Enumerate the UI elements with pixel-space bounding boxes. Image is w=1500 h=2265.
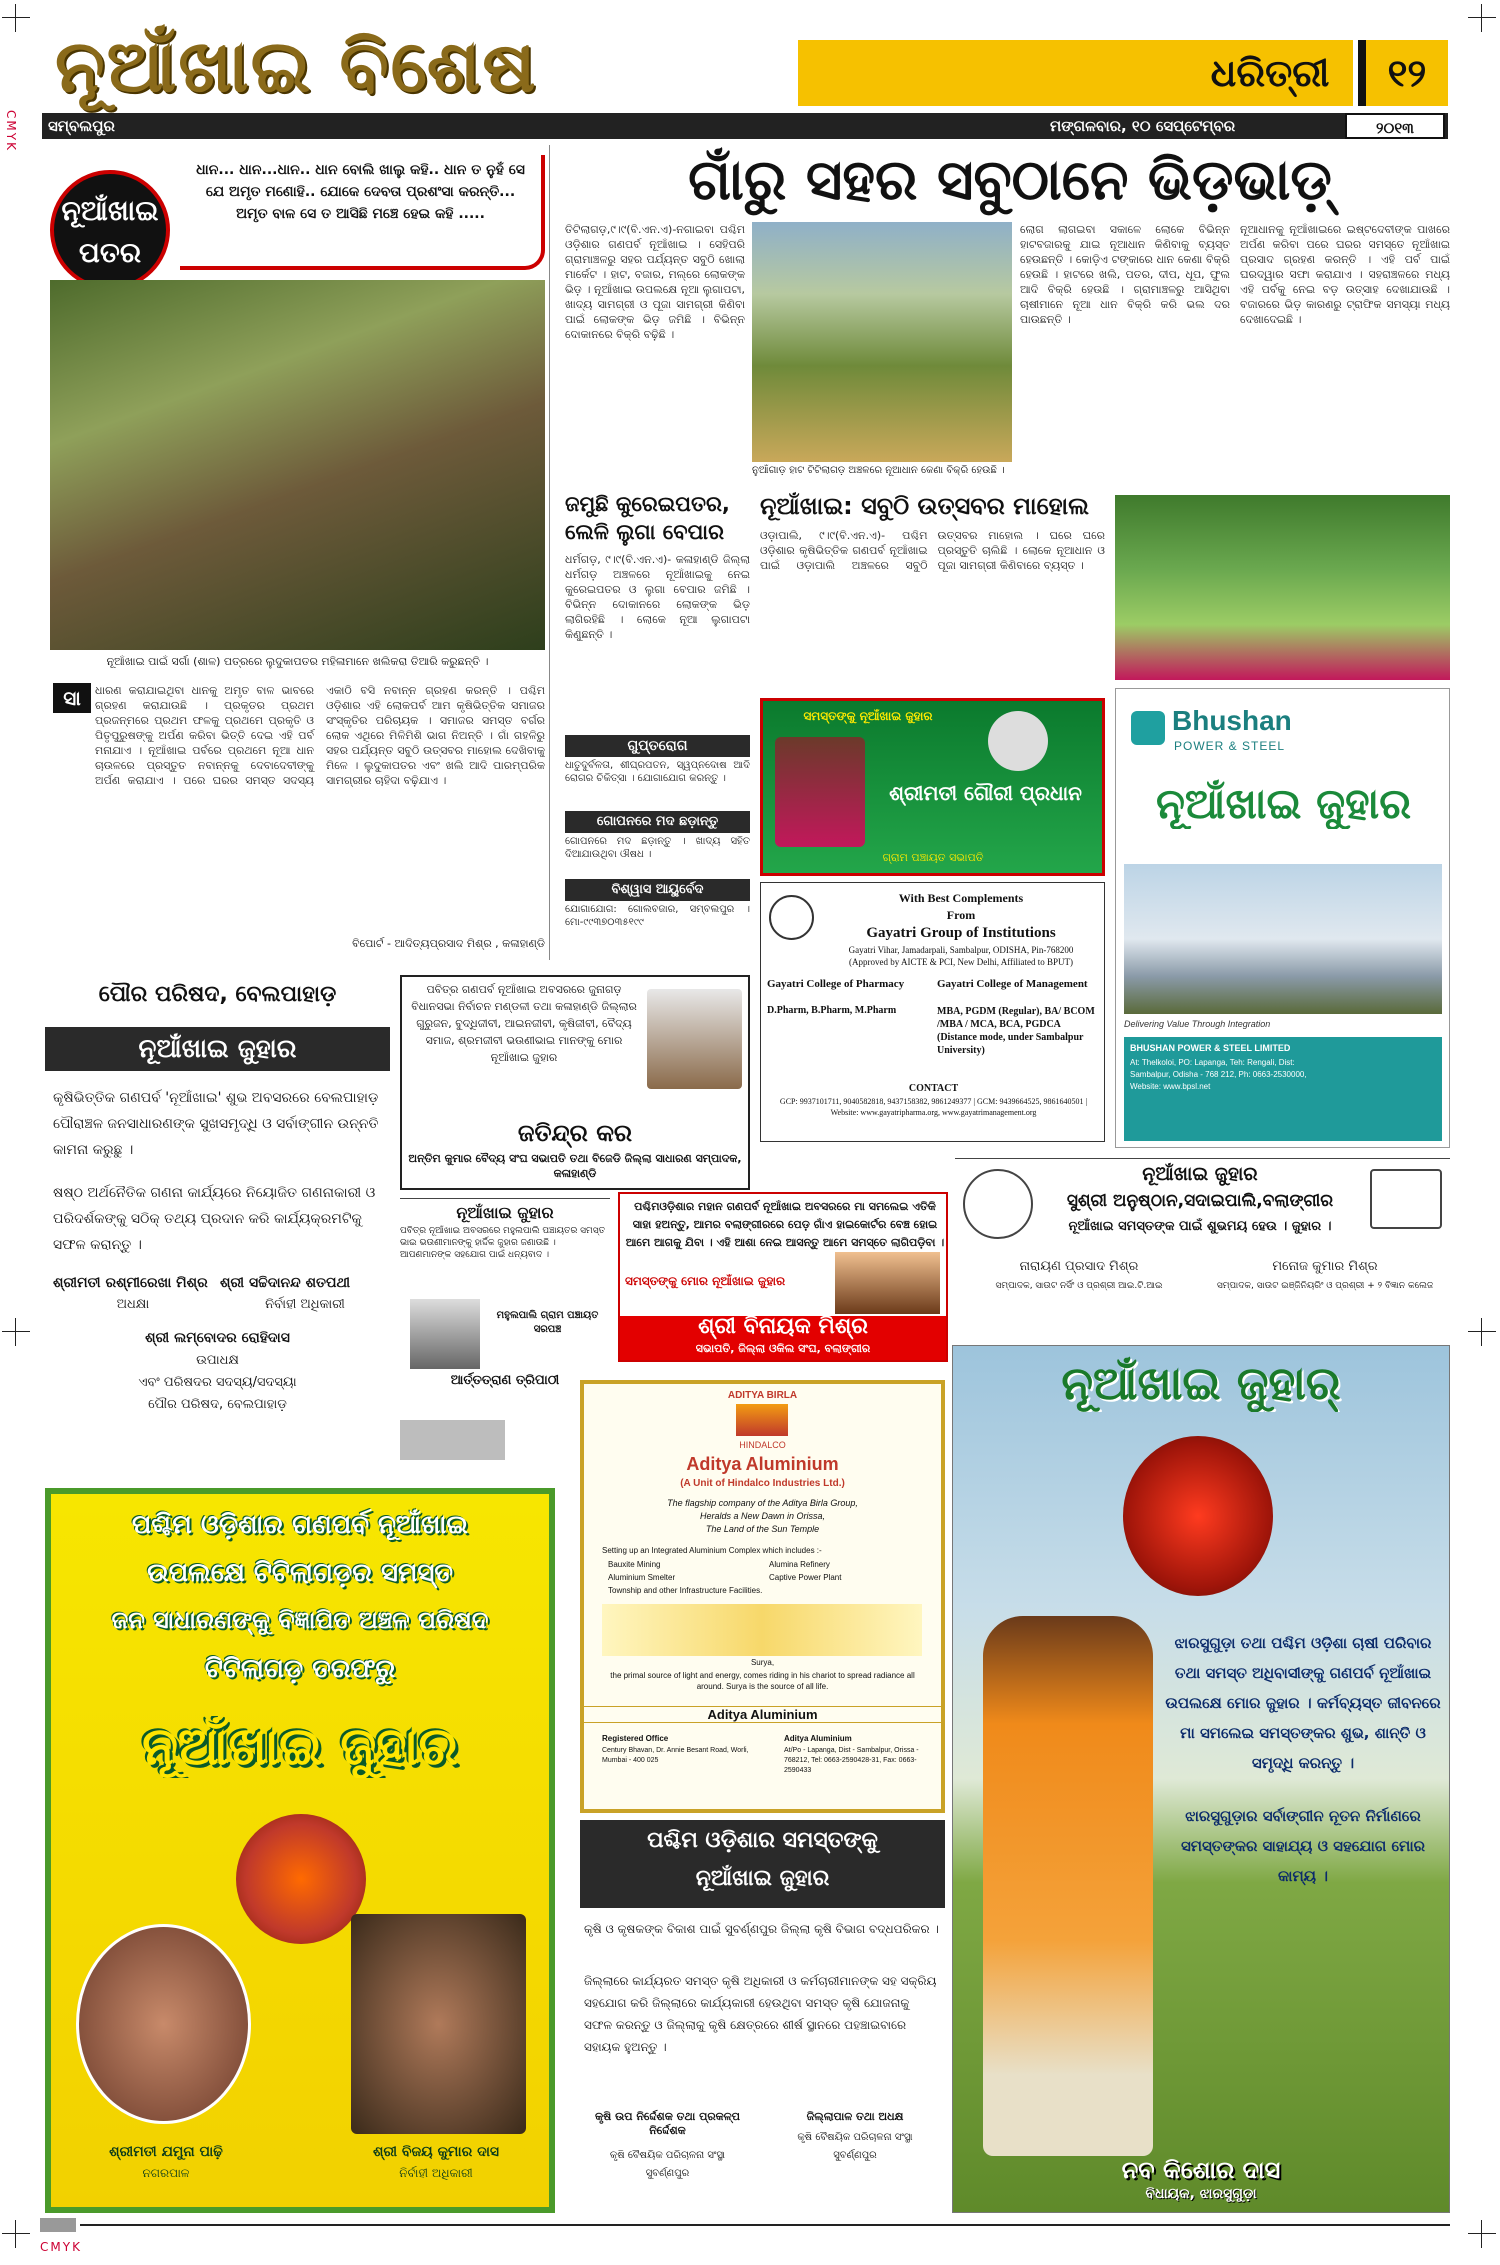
patar-caption: ନୂଆଁଖାଇ ପାଇଁ ସର୍ଗା (ଶାଳ) ପତ୍ରରେ ଲୁଦୁକାପତର ମହିଳାମାନେ ଖଲିକରା ତିଆରି କରୁଛନ୍ତି । — [106, 655, 489, 668]
patar-badge: ନୂଆଁଖାଇ ପତର — [50, 170, 170, 290]
gayatri-col2-body: MBA, PGDM (Regular), BA/ BCOM /MBA / MCA, BCA, PGDCA (Distance mode, under Sambalpur University) — [937, 1006, 1095, 1056]
bhushan-greeting: ନୂଆଁଖାଇ ଜୁହାର — [1155, 779, 1412, 828]
classified-body: ଯୋଗାଯୋଗ: ଗୋଲବଜାର, ସମ୍ବଲପୁର । ମୋ-୯୯୩୭୦୩୫୧୯୯ — [565, 904, 750, 928]
anusthan-line: ନୂଆଁଖାଇ ସମସ୍ତଙ୍କ ପାଇଁ ଶୁଭମୟ ହେଉ । ଜୁହାର । — [1068, 1219, 1332, 1234]
titilagarh-p2-role: ନିର୍ବାହୀ ଅଧିକାରୀ — [399, 2166, 473, 2180]
side-news-headline: ଜମୁଛି କୁରେଇପତର, ଲେଳି ଲୁଗା ବେପାର — [565, 492, 730, 544]
krushi-sig2: ଜିଲ୍ଲାପାଳ ତଥା ଅଧକ୍ଷ — [806, 2110, 904, 2123]
dateline-city: ସମ୍ବଲପୁର — [48, 117, 115, 135]
aditya-item: Captive Power Plant — [769, 1573, 842, 1582]
cmyk-label: CMYK — [4, 110, 18, 152]
titilagarh-p1-photo — [76, 1924, 251, 2124]
lead-headline: ଗାଁରୁ ସହର ସବୁଠାନେ ଭିଡ଼ଭାଡ଼୍ — [688, 147, 1332, 213]
titilagarh-p2-name: ଶ୍ରୀ ବିଜୟ କୁମାର ଦାସ — [372, 2144, 500, 2160]
jharsuguda-ad — [952, 1345, 1450, 2213]
aditya-reg-addr: Century Bhavan, Dr. Annie Besant Road, Worli, Mumbai - 400 025 — [602, 1747, 749, 1764]
grey-blur-placeholder — [400, 1420, 505, 1460]
krushi-sig1b: କୃଷି ବୈଷୟିକ ପରିଚାଳନା ସଂସ୍ଥା — [609, 2150, 726, 2161]
crop-mark — [1468, 2220, 1496, 2248]
utsav-headline: ନୂଆଁଖାଇ: ସବୁଠି ଉତ୍ସବର ମାହୋଲ — [760, 492, 1089, 520]
titilagarh-line2: ଉପଲକ୍ଷେ ଟିଟିଲାଗଡ଼ର ସମସ୍ତ — [147, 1558, 453, 1588]
gayatri-line2: From — [946, 908, 976, 922]
crop-mark — [2, 4, 30, 32]
aditya-site-head: Aditya Aluminium — [784, 1734, 852, 1743]
paper-name: ଧରିତ୍ରୀ — [1210, 50, 1330, 95]
gayatri-address: Gayatri Vihar, Jamadarpali, Sambalpur, ODISHA, Pin-768200 — [848, 945, 1074, 955]
utsav-body: ଓଡ଼ାପାଲି, ୯।୯(ବି.ଏନ.ଏ)- ପଶ୍ଚିମ ଓଡ଼ିଶାର କୃଷିଭିତ୍ତିକ ଗଣପର୍ବ ନୂଆଁଖାଇ ପାଇଁ ଓଡ଼ାପାଲି ଅଞ୍ଚଳରେ ସବୁଠି ଉତ୍ସବର ମାହୋଲ । ଘରେ ଘରେ ପ୍ରସ୍ତୁତି ଚାଲିଛି । ଲୋକେ ନୂଆଧାନ ଓ ପୂଜା ସାମଗ୍ରୀ କିଣିବାରେ ବ୍ୟସ୍ତ । — [760, 529, 1105, 572]
patar-photo — [50, 280, 545, 650]
paura-sig3-org: ପୌର ପରିଷଦ, ବେଲପାହାଡ଼ — [148, 1397, 287, 1412]
jatindra-ad — [400, 975, 750, 1190]
side-news-body: ଧର୍ମଗଡ଼, ୯।୯(ବି.ଏନ.ଏ)- କଳାହାଣ୍ଡି ଜିଲ୍ଲା ଧର୍ମଗଡ଼ ଅଞ୍ଚଳରେ ନୂଆଁଖାଇକୁ ନେଇ କୁରେଇପତର ଓ ଲୁଗା ବେପାର ଜମିଛି । ବିଭିନ୍ନ ଦୋକାନରେ ଲୋକଙ୍କ ଭିଡ଼ ଲାଗିରହିଛି । ଲୋକେ ନୂଆ ଲୁଗାପଟା କିଣୁଛନ୍ତି । — [565, 553, 750, 641]
paura-para1: କୃଷିଭିତ୍ତିକ ଗଣପର୍ବ 'ନୂଆଁଖାଇ' ଶୁଭ ଅବସରରେ ବେଲପାହାଡ଼ ପୌରାଞ୍ଚଳ ଜନସାଧାରଣଙ୍କ ସୁଖସମୃଦ୍ଧି ଓ ସର୍ବାଙ୍ଗୀନ ଉନ୍ନତି କାମନା କରୁଛୁ । — [53, 1090, 379, 1158]
aditya-item: Aluminium Smelter — [608, 1573, 676, 1582]
aarta-body: ପବିତ୍ର ନୂଆଁଖାଇ ଅବସରରେ ମହୁଲପାଲି ପଞ୍ଚାୟତର ସମସ୍ତ ଭାଇ ଭଉଣୀମାନଙ୍କୁ ହାର୍ଦ୍ଦିକ ଜୁହାର ଜଣାଉଛି । ଆପଣମାନଙ୍କ ସହଯୋଗ ପାଇଁ ଧନ୍ୟବାଦ । — [400, 1226, 606, 1260]
dateline-bar — [42, 113, 1448, 139]
jharsuguda-deity-image — [1123, 1436, 1273, 1596]
titilagarh-ad — [45, 1488, 555, 2213]
titilagarh-p1-role: ନଗରପାଳ — [142, 2166, 190, 2180]
classified-body: ଗୋପନରେ ମଦ ଛଡ଼ାନ୍ତୁ । ଖାଦ୍ୟ ସହିତ ଦିଆଯାଉଥିବା ଔଷଧ । — [565, 836, 750, 860]
aarta-side-note: ମହୁଲପାଲି ଗ୍ରାମ ପଞ୍ଚାୟତ ସରପଞ୍ଚ — [496, 1310, 599, 1335]
crop-mark — [1468, 4, 1496, 32]
gayatri-line1: With Best Complements — [898, 891, 1024, 905]
classified-body: ଧାତୁଦୁର୍ବଳତା, ଶୀଘ୍ରପତନ, ସ୍ୱପ୍ନଦୋଷ ଆଦି ରୋଗର ଚିକିତ୍ସା । ଯୋଗାଯୋଗ କରନ୍ତୁ । — [565, 760, 750, 784]
krushi-sig1: କୃଷି ଉପ ନିର୍ଦ୍ଦେଶକ ତଥା ପ୍ରକଳ୍ପ ନିର୍ଦ୍ଦେଶକ — [595, 2110, 740, 2137]
gayatri-contact-head: CONTACT — [908, 1083, 959, 1094]
aarta-photo — [410, 1299, 480, 1369]
bhushan-footer-lines: At: Thelkoloi, PO: Lapanga, Teh: Rengali, Dist: Sambalpur, Odisha - 768 212, Ph: 0663-2530000, Website: www.bpsl.net — [1130, 1058, 1307, 1091]
aditya-logo — [736, 1404, 788, 1436]
classifieds — [565, 735, 750, 965]
paura-sig2-role: ନିର୍ବାହୀ ଅଧିକାରୀ — [265, 1297, 345, 1312]
bhushan-logo-icon — [1131, 711, 1165, 745]
bhushan-brand-sub: POWER & STEEL — [1174, 739, 1286, 753]
jatindra-role: ଅନ୍ତିମ କୁମାର ବୈଦ୍ୟ ସଂଘ ସଭାପତି ତଥା ବିଜେଡି ଜିଲ୍ଲା ସାଧାରଣ ସମ୍ପାଦକ, କଳାହାଣ୍ଡି — [408, 1152, 742, 1180]
paura-ad — [45, 975, 390, 1450]
aditya-sub: (A Unit of Hindalco Industries Ltd.) — [680, 1478, 845, 1489]
dateline-year: ୨୦୧୩ — [1345, 113, 1445, 139]
gayatri-contact-lines: GCP: 9937101711, 9040582818, 9437158382, 9861249377 | GCM: 9439664525, 9861640501 | Website: www.gayatripharma.org, www.gayatrimanagement.org — [779, 1097, 1088, 1117]
patar-body: ଧାରଣ କରାଯାଇଥିବା ଧାନକୁ ଅମୃତ ବାଳ ଭାବରେ ଗ୍ରହଣ କରାଯାଉଛି । ପ୍ରକୃତର ପ୍ରଥମ ପ୍ରଜନ୍ମରେ ପ୍ରଥମ ଫଳକୁ ପ୍ରଥମେ ପ୍ରକୃତି ଓ ପିତୃପୁରୁଷଙ୍କୁ ଅର୍ପଣ କରିବା ଭିତ୍ତି ଦେଇ ଏହି ପର୍ବ ମନାଯାଏ । ନୂଆଁଖାଇ ପର୍ବରେ ପ୍ରଥମେ ନୂଆ ଧାନ ଚାଉଳରେ ପ୍ରସ୍ତୁତ ନବାନ୍ନକୁ ଦେବାଦେବୀଙ୍କୁ ଅର୍ପଣ କରାଯାଏ । ପରେ ଘରର ସମସ୍ତ ସଦସ୍ୟ ଏକାଠି ବସି ନବାନ୍ନ ଗ୍ରହଣ କରନ୍ତି । ପଶ୍ଚିମ ଓଡ଼ିଶାର ଏହି ଲୋକପର୍ବ ଆମ କୃଷିଭିତ୍ତିକ ସମାଜର ସଂସ୍କୃତିର ପରିଚାୟକ । ସମାଜର ସମସ୍ତ ବର୍ଗର ଲୋକ ଏଥିରେ ମିଳିମିଶି ଭାଗ ନିଅନ୍ତି । ଗାଁ ଗହଳିରୁ ସହର ପର୍ଯ୍ୟନ୍ତ ସବୁଠି ଉତ୍ସବର ମାହୋଲ ଦେଖିବାକୁ ମିଳେ । ଲୁଦୁକାପତର ଏବଂ ଖଲି ଆଦି ପାରମ୍ପରିକ ସାମଗ୍ରୀର ଚାହିଦା ବଢ଼ିଯାଏ । — [95, 684, 545, 787]
aditya-reg-head: Registered Office — [602, 1734, 669, 1743]
krushi-title2: ନୂଆଁଖାଇ ଜୁହାର — [695, 1866, 830, 1891]
anusthan-sig2-role: ସମ୍ପାଦକ, ସାଉଟ ଇଞ୍ଜିନିୟରିଂ ଓ ପ୍ରଶ୍ରୀ + ୨ ବିଜ୍ଞାନ କଲେଜ — [1216, 1281, 1434, 1291]
page-number-badge: ୧୨ — [1358, 40, 1448, 106]
jharsuguda-greeting: ନୂଆଁଖାଇ ଜୁହାର୍ — [1061, 1356, 1341, 1410]
lead-col1: ତିଟିଲାଗଡ଼,୯।୯(ବି.ଏନ.ଏ)-ନଗାଇବା ପଶ୍ଚିମ ଓଡ଼ିଶାର ଗଣପର୍ବ ନୂଆଁଖାଇ । ସେହିପରି ଗ୍ରାମାଞ୍ଚଳରୁ ସହର ପର୍ଯ୍ୟନ୍ତ ସବୁଠି ଖୋଲା ମାର୍କେଟ । ହାଟ, ବଜାର, ମଲ୍‌ରେ ଲୋକଙ୍କ ଭିଡ଼ । ନୂଆଁଖାଇ ଉପଲକ୍ଷେ ନୂଆ ଲୁଗାପଟା, ଖାଦ୍ୟ ସାମଗ୍ରୀ ଓ ପୂଜା ସାମଗ୍ରୀ କିଣିବା ପାଇଁ ଲୋକଙ୍କ ଭିଡ଼ ଜମିଛି । ବିଭିନ୍ନ ଦୋକାନରେ ବିକ୍ରି ବଢ଼ିଛି । — [565, 223, 745, 341]
paura-band: ନୂଆଁଖାଇ ଜୁହାର — [45, 1027, 390, 1071]
paura-sig2-name: ଶ୍ରୀ ସଚ୍ଚିଦାନନ୍ଦ ଶତପଥୀ — [220, 1275, 351, 1291]
jharsuguda-name: ନବ କିଶୋର ଦାସ — [1121, 2156, 1281, 2184]
paura-para2: ଷଷ୍ଠ ଅର୍ଥନୈତିକ ଗଣନା କାର୍ଯ୍ୟରେ ନିୟୋଜିତ ଗଣନାକାରୀ ଓ ପରିଦର୍ଶକଙ୍କୁ ସଠିକ୍ ତଥ୍ୟ ପ୍ରଦାନ କରି କାର୍ଯ୍ୟକ୍ରମଟିକୁ ସଫଳ କରାନ୍ତୁ । — [53, 1185, 376, 1253]
aditya-name: Aditya Aluminium — [686, 1454, 839, 1474]
bhushan-tagline: Delivering Value Through Integration — [1124, 1019, 1271, 1029]
bhushan-plant-image — [1124, 864, 1442, 1014]
jharsuguda-msg1: ଝାରସୁଗୁଡ଼ା ତଥା ପଶ୍ଚିମ ଓଡ଼ିଶା ଚାଷୀ ପରିବାର ତଥା ସମସ୍ତ ଅଧିବାସୀଙ୍କୁ ଗଣପର୍ବ ନୂଆଁଖାଇ ଉପଲକ୍ଷେ ମୋର ଜୁହାର । କର୍ମବ୍ୟସ୍ତ ଜୀବନରେ ମା ସମଲେଇ ସମସ୍ତଙ୍କର ଶୁଭ, ଶାନ୍ତି ଓ ସମୃଦ୍ଧି କରନ୍ତୁ । — [1165, 1634, 1441, 1772]
krushi-sig1c: ସୁବର୍ଣ୍ଣପୁର — [645, 2168, 690, 2179]
gayatri-logo — [769, 895, 814, 940]
aarta-name: ଆର୍ତ୍ତତ୍ରାଣ ତ୍ରିପାଠୀ — [450, 1373, 560, 1388]
classified-heading: ଗୋପନରେ ମଦ ଛଡ଼ାନ୍ତୁ — [565, 811, 750, 833]
bhushan-brand: Bhushan — [1172, 705, 1292, 736]
jatindra-name: ଜତିନ୍ଦ୍ର କର — [517, 1119, 633, 1147]
titilagarh-line1: ପଶ୍ଚିମ ଓଡ଼ିଶାର ଗଣପର୍ବ ନୂଆଁଖାଇ — [131, 1510, 469, 1540]
binayak-greeting: ସମସ୍ତଙ୍କୁ ମୋର ନୂଆଁଖାଇ ଜୁହାର — [625, 1274, 786, 1288]
binayak-ad — [618, 1192, 948, 1362]
paura-sig3-role: ଉପାଧକ୍ଷ — [196, 1353, 239, 1368]
cmyk-label: CMYK — [40, 2240, 82, 2254]
lead-photo-caption: ନୁଆଁଗାଡ଼ ହାଟ ଟିଟିଲାଗଡ଼ ଅଞ୍ଚଳରେ ନୂଆଧାନ କେଣା ବିକ୍ରି ହେଉଛି । — [752, 465, 1005, 476]
bottom-rule — [80, 2224, 1450, 2226]
aditya-site-addr: At/Po - Lapanga, Dist - Sambalpur, Orissa - 768212, Tel: 0663-2590428-31, Fax: 0663-2590433 — [784, 1747, 919, 1774]
binayak-role: ସଭାପତି, ଜିଲ୍ଲା ଓକିଲ ସଂଘ, ବଲାଙ୍ଗୀର — [695, 1342, 871, 1355]
bhushan-footer-title: BHUSHAN POWER & STEEL LIMITED — [1130, 1043, 1291, 1053]
anusthan-ad — [955, 1158, 1450, 1323]
gouri-line1: ସମସ୍ତଙ୍କୁ ନୂଆଁଖାଇ ଜୁହାର — [803, 709, 933, 723]
krushi-ad — [580, 1820, 945, 2200]
classified-heading: ଗୁପ୍ତରୋଗ — [565, 735, 750, 757]
aditya-tag2: Heralds a New Dawn in Orissa, — [699, 1511, 826, 1521]
jharsuguda-leader-photo — [983, 1616, 1153, 2156]
lead-photo — [752, 222, 1012, 462]
anusthan-sig2-name: ମନୋଜ କୁମାର ମିଶ୍ର — [1272, 1259, 1378, 1274]
binayak-name: ଶ୍ରୀ ବିନାୟକ ମିଶ୍ର — [698, 1314, 868, 1339]
jatindra-text: ପବିତ୍ର ଗଣପର୍ବ ନୂଆଁଖାଇ ଅବସରରେ ଜୁନାଗଡ଼ ବିଧାନସଭା ନିର୍ବାଚନ ମଣ୍ଡଳୀ ତଥା କଳାହାଣ୍ଡି ଜିଲ୍ଲାର ଗୁରୁଜନ, ବୁଦ୍ଧିଜୀବୀ, ଆଇନଜୀବୀ, କୃଷିଜୀବୀ, ବୈଦ୍ୟ ସମାଜ, ଶ୍ରମଜୀବୀ ଭଉଣୀଭାଇ ମାନଙ୍କୁ ମୋର ନୂଆଁଖାଇ ଜୁହାର — [411, 983, 637, 1064]
gayatri-col1-body: D.Pharm, B.Pharm, M.Pharm — [767, 1005, 897, 1016]
lead-col4: ନୂଆଧାନକୁ ନୂଆଁଖାଇରେ ଇଷ୍ଟଦେବୀଙ୍କ ପାଖରେ ଅର୍ପଣ କରିବା ପରେ ଘରର ସମସ୍ତେ ନୂଆଁଖାଇ ପ୍ରସାଦ ଗ୍ରହଣ କରନ୍ତି । ଏହି ପର୍ବ ପାଇଁ ଘରଦ୍ୱାର ସଫା କରାଯାଏ । ସହରାଞ୍ଚଳରେ ମଧ୍ୟ ଏହି ପର୍ବକୁ ନେଇ ବଡ଼ ଉତ୍ସାହ ଦେଖାଯାଉଛି । ବଜାରରେ ଭିଡ଼ କାରଣରୁ ଟ୍ରାଫିକ ସମସ୍ୟା ମଧ୍ୟ ଦେଖାଦେଇଛି । — [1240, 223, 1450, 326]
gouri-ad — [760, 698, 1105, 876]
aditya-item: Alumina Refinery — [769, 1560, 830, 1569]
paura-title: ପୌର ପରିଷଦ, ବେଲପାହାଡ଼ — [98, 982, 337, 1007]
gouri-leader-photo — [988, 711, 1048, 771]
titilagarh-line3: ଜନ ସାଧାରଣଙ୍କୁ ବିଜ୍ଞାପିତ ଅଞ୍ଚଳ ପରିଷଦ — [111, 1606, 489, 1634]
titilagarh-p2-photo — [351, 1914, 526, 2134]
classified-heading: ବିଶ୍ୱାସ ଆୟୁର୍ବେଦ — [565, 879, 750, 901]
aditya-surya-text: the primal source of light and energy, comes riding in his chariot to spread radiance all around. Surya is the source of all life. — [610, 1671, 915, 1691]
gouri-footer: ଗ୍ରାମ ପଞ୍ଚାୟତ ସଭାପତି — [882, 851, 984, 864]
aarta-heading: ନୂଆଁଖାଇ ଜୁହାର — [456, 1203, 554, 1222]
jharsuguda-role: ବିଧାୟକ, ଝାରସୁଗୁଡ଼ା — [1145, 2186, 1257, 2202]
jatindra-photo — [647, 989, 742, 1089]
bhushan-ad — [1115, 688, 1450, 1148]
krushi-sig2b: କୃଷି ବୈଷୟିକ ପରିଚାଳନା ସଂସ୍ଥା — [797, 2132, 913, 2143]
lead-col3: ଲୋଗ ଲାଗଇବା ସକାଳେ ଲୋକେ ବିଭିନ୍ନ ହାଟବଜାରକୁ ଯାଇ ନୂଆଧାନ କିଣିବାକୁ ବ୍ୟସ୍ତ ହେଉଛନ୍ତି । କୋଡ଼ିଏ ଟଙ୍କାରେ ଧାନ କେଣା ବିକ୍ରି ହେଉଛି । ହାଟରେ ଖଲି, ପତର, ଦୀପ, ଧୂପ, ଫୁଲ ଆଦି ବିକ୍ରି ହେଉଛି । ଗ୍ରାମାଞ୍ଚଳରୁ ଆସିଥିବା ଚାଷୀମାନେ ନୂଆ ଧାନ ବିକ୍ରି କରି ଭଲ ଦର ପାଉଛନ୍ତି । — [1020, 223, 1230, 326]
aditya-tag1: The flagship company of the Aditya Birla Group, — [667, 1498, 858, 1508]
aarta-ad — [400, 1198, 610, 1393]
aditya-ad — [580, 1380, 945, 1813]
aditya-surya: Surya, — [750, 1658, 775, 1667]
anusthan-org: ସୁଶ୍ରୀ ଅନୁଷ୍ଠାନ,ସଦାଇପାଲି,ବଲାଙ୍ଗୀର — [1066, 1191, 1334, 1211]
aditya-includes: Setting up an Integrated Aluminium Complex which includes :- — [602, 1546, 822, 1555]
crop-mark — [2, 1318, 30, 1346]
krushi-sig2c: ସୁବର୍ଣ୍ଣପୁର — [833, 2150, 877, 2161]
anusthan-heading: ନୂଆଁଖାଇ ଜୁହାର — [1142, 1163, 1258, 1185]
jharsuguda-msg2: ଝାରସୁଗୁଡ଼ାର ସର୍ବାଙ୍ଗୀନ ନୂତନ ନିର୍ମାଣରେ ସମସ୍ତଙ୍କର ସାହାଯ୍ୟ ଓ ସହଯୋଗ ମୋର କାମ୍ୟ । — [1180, 1807, 1426, 1885]
anusthan-logo — [963, 1169, 1033, 1239]
anusthan-iso-badge — [1370, 1169, 1442, 1229]
patar-dropcap: ସା — [53, 683, 91, 713]
paddy-photo — [1115, 495, 1450, 680]
anusthan-sig1-name: ନାରାୟଣ ପ୍ରସାଦ ମିଶ୍ର — [1019, 1259, 1139, 1274]
krushi-para1: କୃଷି ଓ କୃଷକଙ୍କ ବିକାଶ ପାଇଁ ସୁବର୍ଣ୍ଣପୁର ଜିଲ୍ଲା କୃଷି ବିଭାଗ ବଦ୍ଧପରିକର । — [584, 1922, 939, 1936]
crop-mark — [2, 2220, 30, 2248]
titilagarh-line4: ଟିଟିଲାଗଡ଼ ତରଫରୁ — [204, 1654, 396, 1684]
gayatri-approval: (Approved by AICTE & PCI, New Delhi, Affiliated to BPUT) — [848, 957, 1074, 967]
crop-mark — [1468, 1318, 1496, 1346]
anusthan-sig1-role: ସମ୍ପାଦକ, ସାଉଟ ନର୍ସିଂ ଓ ପ୍ରଶ୍ରୀ ଆଇ.ଟି.ଆଇ — [995, 1281, 1163, 1291]
aditya-item: Bauxite Mining — [608, 1560, 661, 1569]
aditya-sun-image — [602, 1604, 922, 1656]
aditya-tag3: The Land of the Sun Temple — [705, 1524, 820, 1534]
binayak-photo — [835, 1252, 940, 1314]
titilagarh-deity-image — [236, 1814, 366, 1944]
paura-sig3-name: ଶ୍ରୀ ଲମ୍ବୋଦର ରୋହିଦାସ — [145, 1330, 290, 1346]
paura-sig1-name: ଶ୍ରୀମତୀ ରଶ୍ମୀରେଖା ମିଶ୍ର — [53, 1275, 208, 1291]
aditya-brand-top: ADITYA BIRLA — [727, 1390, 798, 1401]
titilagarh-p1-name: ଶ୍ରୀମତୀ ଯମୁନା ପାଢ଼ି — [109, 2144, 223, 2160]
paura-sig3-line: ଏବଂ ପରିଷଦର ସଦସ୍ୟ/ସଦସ୍ୟା — [138, 1375, 297, 1390]
patar-quote: ଧାନ... ଧାନ...ଧାନ.. ଧାନ ବୋଲି ଖାଲୁ କହି.. ଧାନ ତ ନୁହଁ ସେ ଯେ ଅମୃତ ମଣୋହି.. ଯୋକେ ଦେବତା ପ୍ରଶଂସା କରନ୍ତି... ଅମୃତ ବାଳ ସେ ତ ଆସିଛି ମଞ୍ଚେ ହେଇ କହି ..... — [180, 155, 545, 270]
gayatri-name: Gayatri Group of Institutions — [866, 925, 1056, 941]
gouri-photo — [775, 737, 865, 847]
masthead-title: ନୂଆଁଖାଇ ବିଶେଷ — [55, 23, 538, 108]
gayatri-col1-title: Gayatri College of Pharmacy — [767, 978, 905, 990]
paura-sig1-role: ଅଧକ୍ଷା — [116, 1297, 150, 1312]
krushi-para2: ଜିଲ୍ଲାରେ କାର୍ଯ୍ୟରତ ସମସ୍ତ କୃଷି ଅଧିକାରୀ ଓ କର୍ମଚାରୀମାନଙ୍କ ସହ ସକ୍ରିୟ ସହଯୋଗ କରି ଜିଲ୍ଲାରେ କାର୍ଯ୍ୟକାରୀ ହେଉଥିବା ସମସ୍ତ କୃଷି ଯୋଜନାକୁ ସଫଳ କରନ୍ତୁ ଓ ଜିଲ୍ଲାକୁ କୃଷି କ୍ଷେତ୍ରରେ ଶୀର୍ଷ ସ୍ଥାନରେ ପହଞ୍ଚାଇବାରେ ସହାୟକ ହୁଅନ୍ତୁ । — [584, 1974, 937, 2054]
color-bar — [40, 2218, 76, 2232]
aditya-brand-sub: HINDALCO — [739, 1440, 786, 1450]
krushi-title1: ପଶ୍ଚିମ ଓଡ଼ିଶାର ସମସ୍ତଙ୍କୁ — [647, 1828, 878, 1853]
patar-byline: ବିପୋର୍ଟ - ଆଦିତ୍ୟପ୍ରସାଦ ମିଶ୍ର , କଳାହାଣ୍ଡି — [352, 937, 545, 950]
binayak-text: ପଶ୍ଚିମଓଡ଼ିଶାର ମହାନ ଗଣପର୍ବ ନୂଆଁଖାଇ ଅବସରରେ ମା ସମଲେଇ ଏତିକି ସାହା ହଅନ୍ତୁ, ଆମର ବଲାଙ୍ଗୀରରେ ପେଡ଼ ଗାଁଏ ହାଇକୋର୍ଟର ବେଞ୍ଚ ହୋଇ ଆମେ ଆଗକୁ ଯିବା । ଏହି ଆଶା ନେଇ ଆସନ୍ତୁ ଆମେ ସମସ୍ତେ ଲାଗିପଡ଼ିବା । — [625, 1200, 945, 1249]
aditya-item: Township and other Infrastructure Facilities. — [608, 1586, 763, 1595]
aditya-footer-name: Aditya Aluminium — [584, 1706, 941, 1723]
dateline-date: ମଙ୍ଗଳବାର, ୧୦ ସେପ୍ଟେମ୍ବର — [1050, 117, 1236, 135]
titilagarh-greeting: ନୂଆଁଖାଇ ଜୁହାର — [142, 1716, 458, 1777]
gayatri-col2-title: Gayatri College of Management — [937, 978, 1088, 990]
patar-section — [45, 145, 550, 960]
gayatri-ad — [760, 882, 1105, 1142]
gouri-name: ଶ୍ରୀମତୀ ଗୌରୀ ପ୍ରଧାନ — [889, 781, 1082, 805]
